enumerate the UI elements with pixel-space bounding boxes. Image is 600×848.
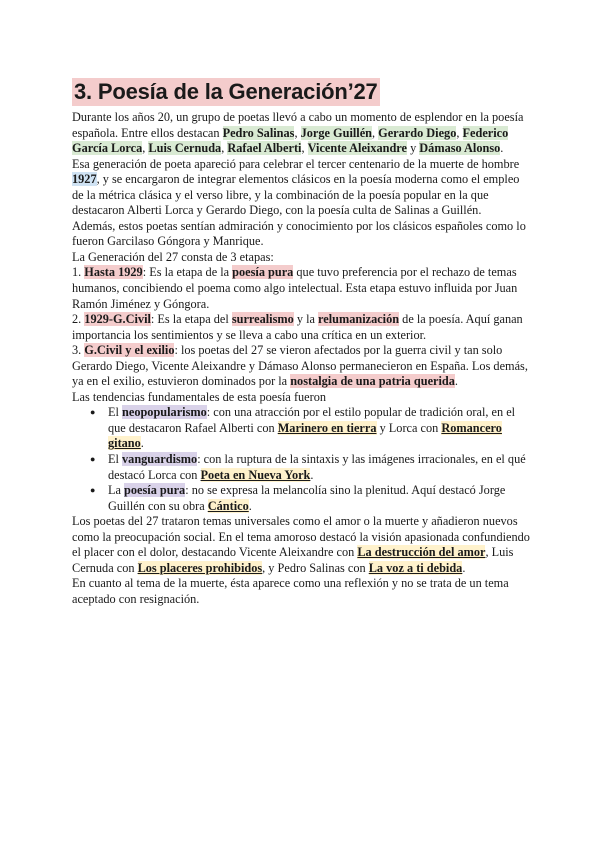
poet-name: Rafael Alberti bbox=[227, 141, 302, 156]
stage-keyword: poesía pura bbox=[232, 265, 294, 280]
stage-3: 3. G.Civil y el exilio: los poetas del 27 se vieron afectados por la guerra civil y tan solo Gerardo Diego, Vicente Aleixandre y Dámaso Alonso permanecieron en España. Los demás, ya en el exilio, estuvieron dominados por la nostalgia de una patria querida. bbox=[72, 343, 528, 389]
document-page bbox=[72, 78, 532, 608]
work-title: La destrucción del amor bbox=[357, 545, 486, 560]
list-item: ● La poesía pura: no se expresa la melancolía sino la plenitud. Aquí destacó Jorge Guillén con su obra Cántico. bbox=[108, 483, 532, 514]
tendencies-list bbox=[72, 405, 532, 514]
tendencies-intro: Las tendencias fundamentales de esta poesía fueron bbox=[72, 389, 327, 404]
death-theme-paragraph: En cuanto al tema de la muerte, ésta aparece como una reflexión y no se trata de un tema aceptado con resignación. bbox=[72, 576, 509, 606]
stage-label: 1929-G.Civil bbox=[84, 312, 151, 327]
section-title: 3. Poesía de la Generación’27 bbox=[74, 79, 378, 104]
tendency-keyword: poesía pura bbox=[124, 483, 186, 498]
list-item: ● El neopopularismo: con una atracción por el estilo popular de tradición oral, en el que destacaron Rafael Alberti con Marinero en tierra y Lorca con Romancero gitano. bbox=[108, 405, 532, 452]
work-title: Poeta en Nueva York bbox=[200, 467, 311, 482]
themes-paragraph: Los poetas del 27 trataron temas universales como el amor o la muerte y añadieron nuevos como la preocupación social. En el tema amoroso destacó la visión apasionada confundiendo el placer con el dolor, destacando Vicente Aleixandre con La destrucción del amor, Luis Cernuda con Los placeres prohibidos, y Pedro Salinas con La voz a ti debida. bbox=[72, 514, 530, 575]
tendency-keyword: vanguardismo bbox=[122, 452, 198, 467]
poet-name: Jorge Guillén bbox=[300, 125, 372, 140]
stages-intro: La Generación del 27 consta de 3 etapas: bbox=[72, 249, 274, 264]
stage-1: 1. Hasta 1929: Es la etapa de la poesía pura que tuvo preferencia por el rechazo de temas humanos, concibiendo el poema como algo intelectual. Esta etapa estuvo influida por Juan Ramón Jiménez y Góngora. bbox=[72, 265, 518, 311]
tendency-keyword: neopopularismo bbox=[122, 405, 207, 420]
work-title: Romancero gitano bbox=[108, 420, 502, 451]
stage-label: Hasta 1929 bbox=[84, 265, 143, 280]
poet-name: Vicente Aleixandre bbox=[307, 141, 407, 156]
stage-keyword: nostalgia de una patria querida bbox=[290, 374, 455, 389]
poet-name: Gerardo Diego bbox=[378, 125, 457, 140]
stage-2: 2. 1929-G.Civil: Es la etapa del surrealismo y la relumanización de la poesía. Aquí ganan importancia los sentimientos y se lleva a cabo una crítica en un exterior. bbox=[72, 312, 523, 342]
poet-name: Pedro Salinas bbox=[222, 125, 295, 140]
admiration-paragraph: Además, estos poetas sentían admiración y conocimiento por los clásicos españoles como lo fueron Garcilaso Góngora y Manrique. bbox=[72, 218, 526, 249]
poet-name: Federico García Lorca bbox=[72, 125, 509, 156]
stage-keyword: relumanización bbox=[318, 312, 400, 327]
list-item: ● El vanguardismo: con la ruptura de la sintaxis y las imágenes irracionales, en el qué destacó Lorca con Poeta en Nueva York. bbox=[108, 452, 532, 483]
context-paragraph: Esa generación de poeta apareció para celebrar el tercer centenario de la muerte de hombre 1927, y se encargaron de integrar elementos clásicos en la poesía moderna como el empleo de la métrica clásica y el verso libre, y la combinación de la poesía popular en la que destacaron Alberti Lorca y Gerardo Diego, con la poesía culta de Salinas a Guillén. bbox=[72, 156, 520, 218]
year-highlight: 1927 bbox=[72, 172, 97, 187]
poet-name: Luis Cernuda bbox=[148, 141, 222, 156]
stage-keyword: surrealismo bbox=[231, 312, 294, 327]
stage-label: G.Civil y el exilio bbox=[84, 343, 175, 358]
work-title: Cántico bbox=[207, 498, 249, 513]
poet-name: Dámaso Alonso bbox=[419, 141, 501, 156]
work-title: Marinero en tierra bbox=[277, 420, 377, 435]
work-title: Los placeres prohibidos bbox=[137, 560, 263, 575]
work-title: La voz a ti debida bbox=[368, 560, 463, 575]
intro-paragraph: Durante los años 20, un grupo de poetas llevó a cabo un momento de esplendor en la poesía española. Entre ellos destacan Pedro Salinas, Jorge Guillén, Gerardo Diego, Federico García Lorca, Luis Cernuda, Rafael Alberti, Vicente Aleixandre y Dámaso Alonso. bbox=[72, 110, 524, 156]
